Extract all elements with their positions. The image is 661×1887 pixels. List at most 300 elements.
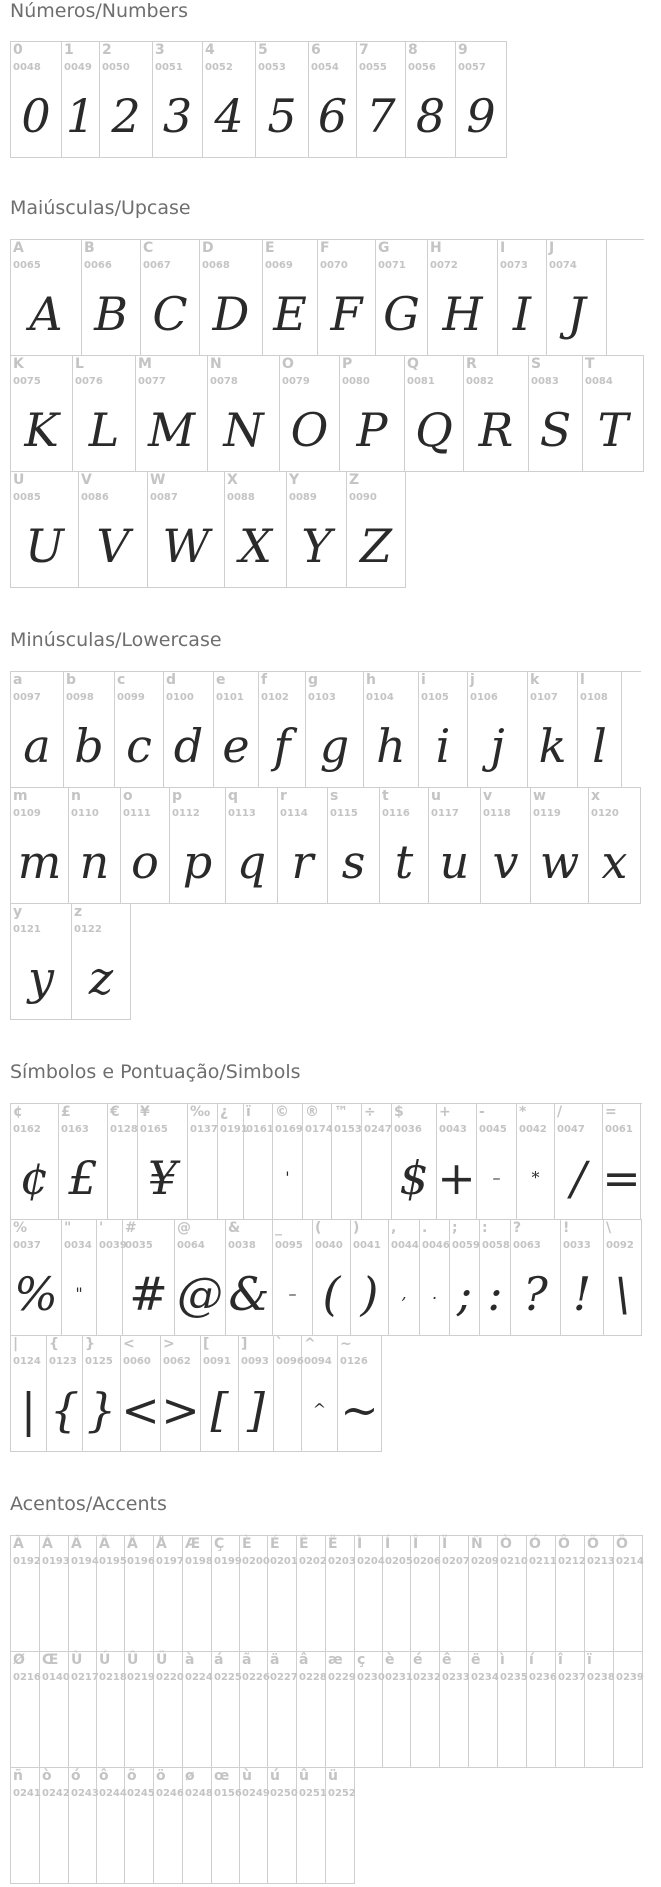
glyph-cell xyxy=(212,1536,240,1652)
glyph-sample xyxy=(498,1690,526,1761)
glyph-code-label: 0114 xyxy=(280,808,308,819)
glyph-sample: – xyxy=(492,1167,501,1187)
glyph-sample: + xyxy=(437,1150,476,1205)
glyph-sample xyxy=(440,1574,468,1645)
glyph-cell xyxy=(351,1220,389,1336)
glyph-code-label: 0095 xyxy=(275,1240,303,1251)
glyph-sample: d xyxy=(173,718,204,773)
glyph-code-label: 0116 xyxy=(382,808,410,819)
glyph-cell xyxy=(527,1652,556,1768)
glyph-cell xyxy=(614,1536,643,1652)
glyph-code-label: 0165 xyxy=(140,1124,168,1135)
glyph-character-label: I xyxy=(500,240,506,256)
glyph-cell xyxy=(125,1652,154,1768)
glyph-sample: £ xyxy=(68,1150,98,1205)
glyph-code-label: 0174 xyxy=(305,1124,333,1135)
glyph-code-label: 0199 xyxy=(214,1556,242,1567)
glyph-cell xyxy=(69,788,121,904)
glyph-cell xyxy=(11,42,62,158)
glyph-code-label: 0204 xyxy=(357,1556,385,1567)
glyph-row xyxy=(11,787,641,904)
glyph-code-label: 0060 xyxy=(123,1356,151,1367)
glyph-cell xyxy=(357,42,406,158)
glyph-cell xyxy=(11,1536,40,1652)
glyph-code-label: 0235 xyxy=(500,1672,528,1683)
glyph-sample xyxy=(125,1574,153,1645)
glyph-sample: > xyxy=(161,1382,200,1437)
glyph-cell xyxy=(440,1536,469,1652)
glyph-character-label: q xyxy=(228,788,239,804)
glyph-character-label: 7 xyxy=(359,42,369,58)
glyph-sample: : xyxy=(487,1266,503,1321)
glyph-code-label: 0082 xyxy=(466,376,494,387)
glyph-sample xyxy=(585,1690,613,1761)
glyph-sample: L xyxy=(88,402,120,457)
glyph-cell xyxy=(100,42,153,158)
glyph-sample: \ xyxy=(614,1266,631,1321)
glyph-cell xyxy=(531,788,589,904)
glyph-character-label: n xyxy=(71,788,81,804)
glyph-sample: W xyxy=(162,518,210,573)
glyph-cell xyxy=(555,1104,603,1220)
glyph-code-label: 0039 xyxy=(99,1240,127,1251)
glyph-code-label: 0119 xyxy=(533,808,561,819)
glyph-cell xyxy=(40,1536,69,1652)
glyph-character-label: 6 xyxy=(311,42,321,58)
glyph-cell xyxy=(411,1536,440,1652)
glyph-character-label: û xyxy=(299,1768,309,1784)
glyph-row xyxy=(11,41,507,158)
glyph-cell xyxy=(364,672,419,788)
glyph-cell xyxy=(603,1104,641,1220)
glyph-sample xyxy=(556,1574,584,1645)
glyph-cell xyxy=(297,1768,326,1884)
glyph-character-label: © xyxy=(275,1104,289,1120)
glyph-character-label: 2 xyxy=(102,42,112,58)
glyph-code-label: 0196 xyxy=(127,1556,155,1567)
glyph-cell xyxy=(11,1336,47,1452)
glyph-sample: N xyxy=(223,402,264,457)
glyph-cell xyxy=(11,472,79,588)
glyph-cell xyxy=(125,1768,154,1884)
glyph-cell xyxy=(302,1336,338,1452)
glyph-cell xyxy=(326,1768,355,1884)
glyph-character-label: Ö xyxy=(616,1536,628,1552)
glyph-code-label: 0225 xyxy=(214,1672,242,1683)
glyph-sample: 9 xyxy=(466,88,496,143)
glyph-cell xyxy=(218,1104,248,1220)
glyph-character-label: o xyxy=(123,788,133,804)
glyph-cell xyxy=(108,1104,138,1220)
glyph-cell xyxy=(280,356,340,472)
glyph-character-label: b xyxy=(66,672,77,688)
glyph-sample xyxy=(11,1574,39,1645)
glyph-row xyxy=(11,1103,642,1220)
glyph-character-label: î xyxy=(558,1652,563,1668)
glyph-sample: X xyxy=(239,518,272,573)
glyph-cell xyxy=(578,672,622,788)
glyph-character-label: Ä xyxy=(127,1536,138,1552)
glyph-cell xyxy=(405,356,464,472)
glyph-code-label: 0201 xyxy=(270,1556,298,1567)
glyph-code-label: 0038 xyxy=(228,1240,256,1251)
glyph-cell xyxy=(547,240,607,356)
glyph-code-label: 0232 xyxy=(413,1672,441,1683)
glyph-character-label: Œ xyxy=(42,1652,59,1668)
glyph-sample: ? xyxy=(523,1266,548,1321)
glyph-sample: H xyxy=(442,286,483,341)
glyph-cell xyxy=(585,1536,614,1652)
glyph-sample xyxy=(527,1574,555,1645)
glyph-code-label: 0058 xyxy=(482,1240,510,1251)
glyph-code-label: 0233 xyxy=(442,1672,470,1683)
glyph-character-label: a xyxy=(13,672,23,688)
glyph-sample xyxy=(188,1142,217,1213)
glyph-cell xyxy=(419,672,468,788)
glyph-sample: z xyxy=(88,950,114,1005)
glyph-sample: = xyxy=(602,1150,641,1205)
glyph-sample xyxy=(212,1574,239,1645)
glyph-character-label: È xyxy=(242,1536,252,1552)
glyph-character-label: z xyxy=(74,904,83,920)
glyph-cell xyxy=(355,1652,383,1768)
glyph-code-label: 0113 xyxy=(228,808,256,819)
glyph-cell xyxy=(11,904,72,1020)
glyph-character-label: i xyxy=(421,672,426,688)
glyph-character-label: / xyxy=(557,1104,563,1120)
glyph-character-label: g xyxy=(308,672,319,688)
glyph-sample xyxy=(268,1574,296,1645)
glyph-code-label: 0203 xyxy=(328,1556,356,1567)
glyph-character-label: ] xyxy=(241,1336,248,1352)
glyph-character-label: C xyxy=(143,240,154,256)
glyph-character-label: ä xyxy=(270,1652,280,1668)
glyph-cell xyxy=(72,904,131,1020)
glyph-cell xyxy=(383,1536,411,1652)
glyph-cell xyxy=(226,788,278,904)
glyph-character-label: ò xyxy=(42,1768,52,1784)
glyph-character-label: H xyxy=(430,240,442,256)
glyph-sample xyxy=(556,1690,584,1761)
glyph-character-label: ¢ xyxy=(13,1104,23,1120)
glyph-cell xyxy=(183,1536,212,1652)
glyph-code-label: 0108 xyxy=(580,692,608,703)
glyph-code-label: 0085 xyxy=(13,492,41,503)
glyph-character-label: ^ xyxy=(304,1336,316,1352)
glyph-character-label: Ã xyxy=(99,1536,110,1552)
glyph-row xyxy=(11,1535,643,1652)
glyph-code-label: 0163 xyxy=(61,1124,89,1135)
glyph-cell xyxy=(309,42,357,158)
glyph-cell xyxy=(79,472,148,588)
glyph-code-label: 0036 xyxy=(394,1124,422,1135)
glyph-code-label: 0153 xyxy=(334,1124,362,1135)
glyph-code-label: 0250 xyxy=(270,1788,298,1799)
glyph-cell xyxy=(469,1536,498,1652)
glyph-cell xyxy=(468,672,528,788)
glyph-character-label: ) xyxy=(353,1220,360,1236)
glyph-row xyxy=(11,471,644,588)
glyph-cell xyxy=(498,240,547,356)
glyph-cell xyxy=(583,356,644,472)
glyph-character-label: Î xyxy=(413,1536,419,1552)
glyph-cell xyxy=(380,788,429,904)
glyph-character-label: ™ xyxy=(334,1104,348,1120)
glyph-sample: % xyxy=(14,1266,58,1321)
glyph-cell xyxy=(11,1220,62,1336)
glyph-sample: ] xyxy=(247,1382,265,1437)
glyph-character-label: 0 xyxy=(13,42,23,58)
glyph-code-label: 0093 xyxy=(241,1356,269,1367)
glyph-code-label: 0079 xyxy=(282,376,310,387)
glyph-code-label: 0088 xyxy=(227,492,255,503)
glyph-character-label: $ xyxy=(394,1104,404,1120)
glyph-code-label: 0123 xyxy=(49,1356,77,1367)
glyph-character-label: s xyxy=(330,788,339,804)
glyph-cell xyxy=(389,1220,420,1336)
glyph-sample: S xyxy=(539,402,572,457)
glyph-sample: 7 xyxy=(366,88,396,143)
glyph-code-label: 0081 xyxy=(407,376,435,387)
glyph-sample xyxy=(125,1690,153,1761)
glyph-character-label: v xyxy=(483,788,493,804)
glyph-cell xyxy=(121,1336,161,1452)
glyph-cell xyxy=(153,42,203,158)
glyph-code-label: 0245 xyxy=(127,1788,155,1799)
glyph-character-label: Ò xyxy=(500,1536,512,1552)
glyph-sample xyxy=(411,1690,439,1761)
glyph-character-label: > xyxy=(163,1336,175,1352)
glyph-code-label: 0086 xyxy=(81,492,109,503)
glyph-character-label: A xyxy=(13,240,24,256)
glyph-code-label: 0101 xyxy=(216,692,244,703)
glyph-code-label: 0100 xyxy=(166,692,194,703)
glyph-code-label: 0049 xyxy=(64,62,92,73)
glyph-sample: 1 xyxy=(65,88,96,143)
glyph-code-label: 0162 xyxy=(13,1124,41,1135)
glyph-code-label: 0063 xyxy=(513,1240,541,1251)
glyph-sample xyxy=(69,1574,96,1645)
glyph-cell xyxy=(480,1220,511,1336)
glyph-character-label: ¿ xyxy=(220,1104,229,1120)
glyph-cell xyxy=(498,1652,527,1768)
glyph-code-label: 0067 xyxy=(143,260,171,271)
glyph-code-label: 0069 xyxy=(265,260,293,271)
glyph-code-label: 0252 xyxy=(328,1788,356,1799)
glyph-cell xyxy=(161,1336,201,1452)
glyph-sample xyxy=(268,1690,296,1761)
glyph-sample: w xyxy=(539,834,580,889)
glyph-character-label: í xyxy=(529,1652,534,1668)
glyph-cell xyxy=(340,356,405,472)
glyph-cell xyxy=(69,1652,97,1768)
glyph-sample: 4 xyxy=(214,88,244,143)
glyph-character-label: ó xyxy=(71,1768,81,1784)
glyph-character-label: ç xyxy=(357,1652,366,1668)
glyph-grid-lowercase xyxy=(10,671,641,1020)
glyph-code-label: 0052 xyxy=(205,62,233,73)
glyph-character-label: W xyxy=(150,472,166,488)
glyph-cell xyxy=(376,240,428,356)
glyph-code-label: 0056 xyxy=(408,62,436,73)
glyph-sample: @ xyxy=(177,1266,223,1321)
glyph-sample: D xyxy=(212,286,250,341)
glyph-sample: j xyxy=(490,718,505,773)
glyph-cell xyxy=(297,1536,326,1652)
glyph-character-label: w xyxy=(533,788,546,804)
glyph-character-label: 8 xyxy=(408,42,418,58)
glyph-code-label: 0094 xyxy=(304,1356,332,1367)
glyph-character-label: â xyxy=(299,1652,309,1668)
glyph-character-label: r xyxy=(280,788,287,804)
glyph-sample: x xyxy=(601,834,628,889)
glyph-code-label: 0035 xyxy=(125,1240,153,1251)
glyph-character-label: æ xyxy=(328,1652,343,1668)
glyph-character-label: [ xyxy=(203,1336,210,1352)
glyph-cell xyxy=(123,1220,175,1336)
glyph-cell xyxy=(240,1652,268,1768)
glyph-code-label: 0043 xyxy=(439,1124,467,1135)
glyph-cell xyxy=(214,672,259,788)
glyph-cell xyxy=(306,672,364,788)
glyph-cell xyxy=(226,1220,273,1336)
glyph-character-label: ® xyxy=(305,1104,319,1120)
glyph-code-label: 0140 xyxy=(42,1672,70,1683)
glyph-cell xyxy=(450,1220,480,1336)
glyph-character-label: ? xyxy=(513,1220,522,1236)
glyph-character-label: ú xyxy=(270,1768,280,1784)
glyph-code-label: 0211 xyxy=(529,1556,557,1567)
glyph-code-label: 0110 xyxy=(71,808,99,819)
glyph-cell xyxy=(420,1220,450,1336)
glyph-sample xyxy=(268,1806,296,1877)
glyph-sample xyxy=(218,1142,243,1213)
glyph-sample: C xyxy=(152,286,188,341)
glyph-sample: – xyxy=(288,1283,297,1303)
glyph-sample: 6 xyxy=(317,88,348,143)
glyph-code-label: 0249 xyxy=(242,1788,270,1799)
glyph-character-label: ï xyxy=(587,1652,592,1668)
glyph-character-label: œ xyxy=(214,1768,230,1784)
glyph-cell xyxy=(40,1768,69,1884)
glyph-cell xyxy=(528,672,578,788)
glyph-code-label: 0198 xyxy=(185,1556,213,1567)
glyph-code-label: 0193 xyxy=(42,1556,70,1567)
glyph-cell xyxy=(201,1336,239,1452)
glyph-code-label: 0207 xyxy=(442,1556,470,1567)
glyph-character-label: Z xyxy=(349,472,360,488)
glyph-code-label: 0161 xyxy=(246,1124,274,1135)
glyph-character-label: % xyxy=(13,1220,28,1236)
glyph-code-label: 0073 xyxy=(500,260,528,271)
glyph-cell xyxy=(437,1104,477,1220)
glyph-character-label: p xyxy=(172,788,183,804)
glyph-code-label: 0194 xyxy=(71,1556,99,1567)
glyph-character-label: ñ xyxy=(13,1768,23,1784)
glyph-character-label: h xyxy=(366,672,376,688)
glyph-character-label: Ì xyxy=(357,1536,363,1552)
glyph-character-label: ~ xyxy=(340,1336,352,1352)
glyph-character-label: ì xyxy=(500,1652,505,1668)
glyph-cell xyxy=(585,1652,614,1768)
glyph-code-label: 0075 xyxy=(13,376,41,387)
glyph-sample xyxy=(11,1806,39,1877)
glyph-cell xyxy=(259,672,306,788)
glyph-cell xyxy=(347,472,406,588)
glyph-code-label: 0051 xyxy=(155,62,183,73)
glyph-sample: F xyxy=(330,286,363,341)
glyph-code-label: 0191 xyxy=(220,1124,248,1135)
glyph-sample: M xyxy=(147,402,196,457)
glyph-sample: , xyxy=(401,1283,407,1303)
glyph-code-label: 0234 xyxy=(471,1672,499,1683)
glyph-sample xyxy=(326,1690,354,1761)
glyph-character-label: : xyxy=(482,1220,488,1236)
glyph-code-label: 0244 xyxy=(99,1788,127,1799)
glyph-cell xyxy=(212,1768,240,1884)
glyph-sample xyxy=(274,1374,301,1445)
glyph-character-label: 9 xyxy=(458,42,468,58)
glyph-character-label: ô xyxy=(99,1768,109,1784)
glyph-sample: Q xyxy=(415,402,453,457)
glyph-cell xyxy=(212,1652,240,1768)
glyph-character-label: Â xyxy=(71,1536,82,1552)
glyph-sample: Y xyxy=(301,518,332,573)
glyph-code-label: 0068 xyxy=(202,260,230,271)
glyph-code-label: 0124 xyxy=(13,1356,41,1367)
glyph-cell xyxy=(313,1220,351,1336)
glyph-code-label: 0065 xyxy=(13,260,41,271)
glyph-sample xyxy=(97,1258,122,1329)
glyph-sample: i xyxy=(435,718,451,773)
glyph-cell xyxy=(203,42,256,158)
glyph-cell xyxy=(125,1536,154,1652)
glyph-code-label: 0212 xyxy=(558,1556,586,1567)
glyph-sample xyxy=(240,1806,267,1877)
glyph-character-label: l xyxy=(580,672,585,688)
glyph-cell xyxy=(332,1104,362,1220)
glyph-sample: f xyxy=(273,718,291,773)
glyph-cell xyxy=(69,1536,97,1652)
glyph-cell xyxy=(11,1768,40,1884)
glyph-character-label: N xyxy=(210,356,222,372)
glyph-code-label: 0137 xyxy=(190,1124,218,1135)
glyph-sample: h xyxy=(376,718,406,773)
glyph-cell xyxy=(268,1652,297,1768)
glyph-character-label: Ü xyxy=(156,1652,168,1668)
glyph-character-label: * xyxy=(519,1104,527,1120)
glyph-character-label: À xyxy=(13,1536,24,1552)
glyph-code-label: 0033 xyxy=(563,1240,591,1251)
glyph-sample: ! xyxy=(572,1266,592,1321)
glyph-code-label: 0209 xyxy=(471,1556,499,1567)
glyph-code-label: 0169 xyxy=(275,1124,303,1135)
glyph-sample xyxy=(440,1690,468,1761)
glyph-cell xyxy=(82,240,141,356)
glyph-character-label: j xyxy=(470,672,475,688)
glyph-code-label: 0220 xyxy=(156,1672,184,1683)
glyph-code-label: 0072 xyxy=(430,260,458,271)
glyph-code-label: 0078 xyxy=(210,376,238,387)
glyph-code-label: 0195 xyxy=(99,1556,127,1567)
glyph-cell xyxy=(589,788,641,904)
glyph-character-label: . xyxy=(422,1220,428,1236)
glyph-character-label: @ xyxy=(177,1220,191,1236)
glyph-cell xyxy=(200,240,263,356)
glyph-character-label: " xyxy=(64,1220,72,1236)
glyph-character-label: Á xyxy=(42,1536,53,1552)
glyph-sample: 3 xyxy=(162,88,193,143)
